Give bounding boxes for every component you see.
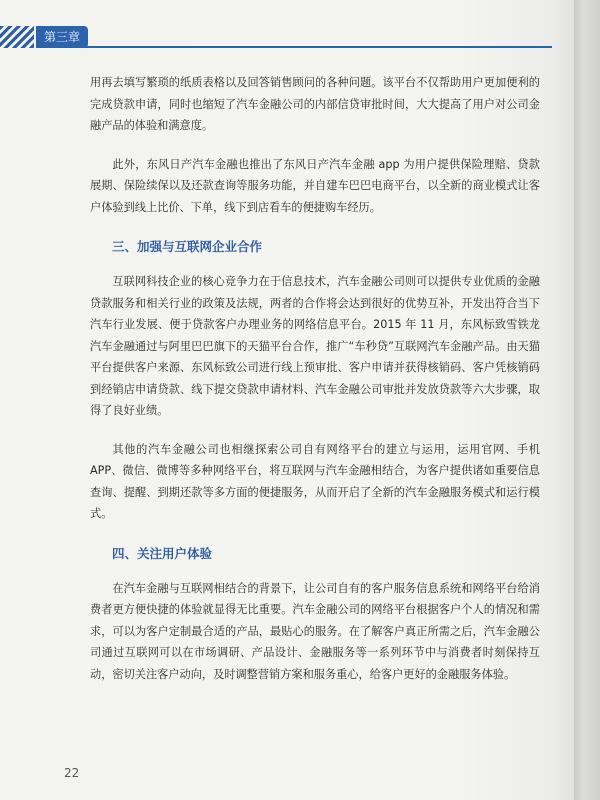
chapter-header [0, 26, 574, 48]
section-heading-internet-cooperation: 三、加强与互联网企业合作 [112, 239, 263, 254]
paragraph-other-companies: 其他的汽车金融公司也相继探索公司自有网络平台的建立与运用，运用官网、手机 APP、微信、微博等多种网络平台，将互联网与汽车金融相结合，为客户提供诸如重要信息查询、提醒、到期还款等多方面的便捷服务，从而开启了全新的汽车金融服务模式和运行模式。 [90, 442, 540, 520]
paragraph-internet-cooperation: 互联网科技企业的核心竞争力在于信息技术，汽车金融公司则可以提供专业优质的金融贷款服务和相关行业的政策及法规，两者的合作将会达到很好的优势互补，开发出符合当下汽车行业发展、便于贷款客户办理业务的网络信息平台。2015 年 11 月，东风标致雪铁龙汽车金融通过与阿里巴巴旗下的天猫平台合作，推广“车秒贷”互联网汽车金融产品。由天猫平台提供客户来源、东风标致公司进行线上预审批、客户申请并获得核销码、客户凭核销码到经销店申请贷款、线下提交贷款申请材料、汽车金融公司审批并发放贷款等六大步骤，取得了良好业绩。 [90, 275, 540, 417]
page-edge-shadow [574, 0, 600, 800]
paragraph-dongfeng-nissan: 此外，东风日产汽车金融也推出了东风日产汽车金融 app 为用户提供保险理赔、贷款展期、保险续保以及还款查询等服务功能，并自建车巴巴电商平台，以全新的商业模式让客户体验到线上比价、下单，线下到店看车的便捷购车经历。 [90, 157, 540, 214]
paragraph-spacer [90, 259, 540, 271]
paragraph-continued: 用再去填写繁琐的纸质表格以及回答销售顾问的各种问题。该平台不仅帮助用户更加便利的完成贷款申请，同时也缩短了汽车金融公司的内部信贷审批时间，大大提高了用户对公司金融产品的体验和满意度。 [90, 76, 540, 132]
section-heading-user-experience: 四、关注用户体验 [112, 545, 213, 561]
paragraph-spacer [90, 422, 540, 439]
paragraph-user-experience: 在汽车金融与互联网相结合的背景下，让公司自有的客户服务信息系统和网络平台给消费者更方便快捷的体验就显得无比重要。汽车金融公司的网络平台根据客户个人的情况和需求，可以为客户定制最合适的产品，最贴心的服务。在了解客户真正所需之后，汽车金融公司通过互联网可以在市场调研、产品设计、金融服务等一系列环节中与消费者时刻保持互动，密切关注客户动向，及时调整营销方案和服务重心，给客户更好的金融服务体验。 [90, 581, 540, 681]
page-number: 22 [64, 766, 80, 780]
chapter-tab-label: 第三章 [36, 26, 88, 48]
paragraph-spacer [90, 566, 540, 578]
page-body [90, 72, 540, 685]
header-stripes-decoration [0, 26, 34, 48]
paragraph-spacer [90, 525, 540, 542]
paragraph-spacer [90, 137, 540, 154]
paragraph-spacer [90, 218, 540, 235]
header-rule [36, 46, 552, 48]
